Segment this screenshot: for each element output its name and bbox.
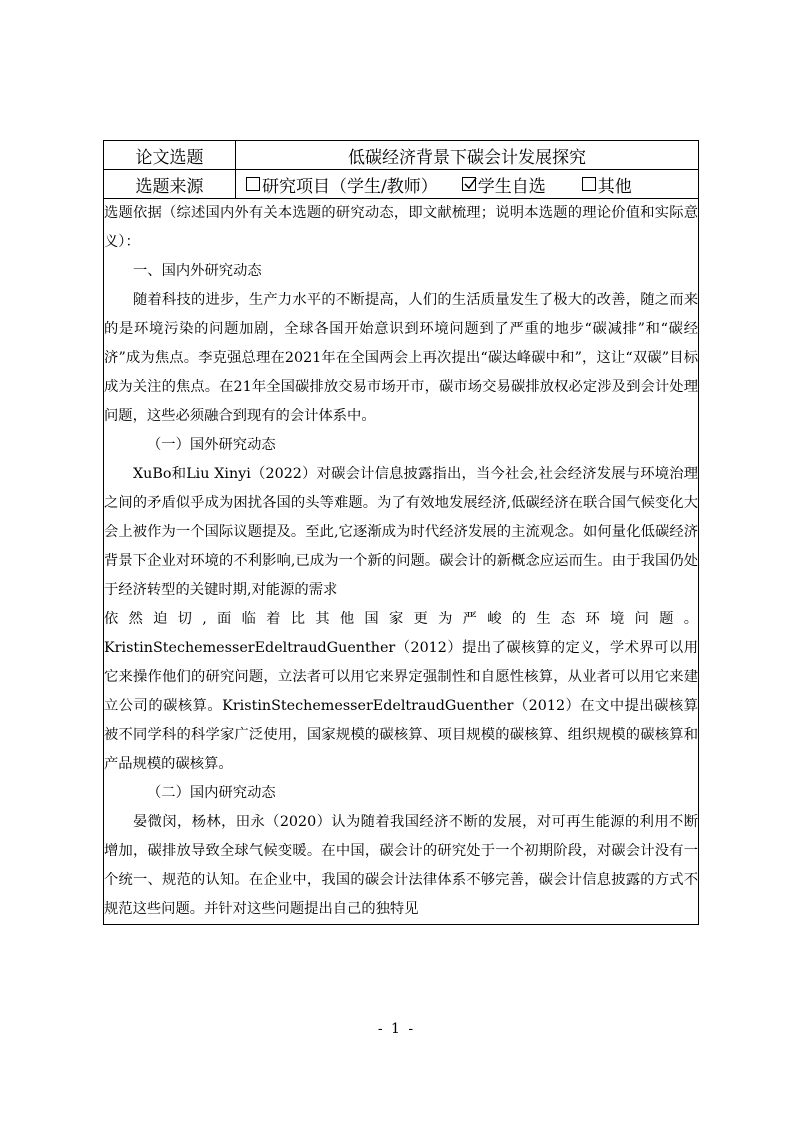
unchecked-box-icon[interactable] xyxy=(582,177,596,191)
source-option-project[interactable] xyxy=(246,172,438,197)
page-number: - 1 - xyxy=(377,1021,416,1037)
checked-box-icon[interactable] xyxy=(462,177,476,191)
body-paragraph: XuBo和Liu Xinyi（2022）对碳会计信息披露指出，当今社会,社会经济发展与环境治理之间的矛盾似乎成为困扰各国的头等难题。为了有效地发展经济,低碳经济在联合国气候变化大会上被作为一个国际议题提及。至此,它逐渐成为时代经济发展的主流观念。如何量化低碳经济背景下企业对环境的不利影响,已成为一个新的问题。碳会计的新概念应运而生。由于我国仍处于经济转型的关键时期,对能源的需求 xyxy=(104,466,698,598)
content-row xyxy=(104,199,699,925)
body-paragraph: KristinStechemesserEdeltraudGuenther（2012）提出了碳核算的定义，学术界可以用它来操作他们的研究问题，立法者可以用它来界定强制性和自愿性核算，从业者可以用它来建立公司的碳核算。KristinStechemesserEdeltraudGuenther（2012）在文中提出碳核算被不同学科的科学家广泛使用，国家规模的碳核算、项目规模的碳核算、组织规模的碳核算和产品规模的碳核算。 xyxy=(104,640,698,772)
topic-row xyxy=(104,141,699,170)
unchecked-box-icon[interactable] xyxy=(246,177,260,191)
source-option-label: 研究项目（学生/教师） xyxy=(262,176,438,197)
source-option-self-selected[interactable] xyxy=(462,172,546,197)
source-options xyxy=(236,172,698,197)
subsection-heading: （一）国外研究动态 xyxy=(147,437,276,453)
source-option-label: 学生自选 xyxy=(477,176,546,197)
body-paragraph: 晏微闵，杨林，田永（2020）认为随着我国经济不断的发展，对可再生能源的利用不断增加，碳排放导致全球气候变暖。在中国，碳会计的研究处于一个初期阶段，对碳会计没有一个统一、规范的认知。在企业中，我国的碳会计法律体系不够完善，碳会计信息披露的方式不规范这些问题。并针对这些问题提出自己的独特见 xyxy=(104,814,698,917)
subsection-heading: （二）国内研究动态 xyxy=(147,785,276,801)
body-paragraph: 随着科技的进步，生产力水平的不断提高，人们的生活质量发生了极大的改善，随之而来的是环境污染的问题加剧，全球各国开始意识到环境问题到了严重的地步“碳减排”和“碳经济”成为焦点。李克强总理在2021年在全国两会上再次提出“碳达峰碳中和”，这让“双碳”目标成为关注的焦点。在21年全国碳排放交易市场开市，碳市场交易碳排放权必定涉及到会计处理问题，这些必须融合到现有的会计体系中。 xyxy=(104,292,698,424)
source-options-cell xyxy=(236,170,699,199)
topic-value: 低碳经济背景下碳会计发展探究 xyxy=(236,141,699,170)
body-paragraph-line: 依然迫切,面临着比其他国家更为严峻的生态环境问题。 xyxy=(104,611,698,627)
source-option-label: 其他 xyxy=(597,176,632,197)
source-label: 选题来源 xyxy=(104,170,236,199)
source-row xyxy=(104,170,699,199)
proposal-form-table xyxy=(103,140,699,925)
basis-content-cell xyxy=(104,199,699,925)
section-heading: 一、国内外研究动态 xyxy=(133,263,262,279)
basis-intro: 选题依据（综述国内外有关本选题的研究动态，即文献梳理；说明本选题的理论价值和实际意义）： xyxy=(104,205,698,250)
topic-label: 论文选题 xyxy=(104,141,236,170)
source-option-other[interactable] xyxy=(582,172,632,197)
